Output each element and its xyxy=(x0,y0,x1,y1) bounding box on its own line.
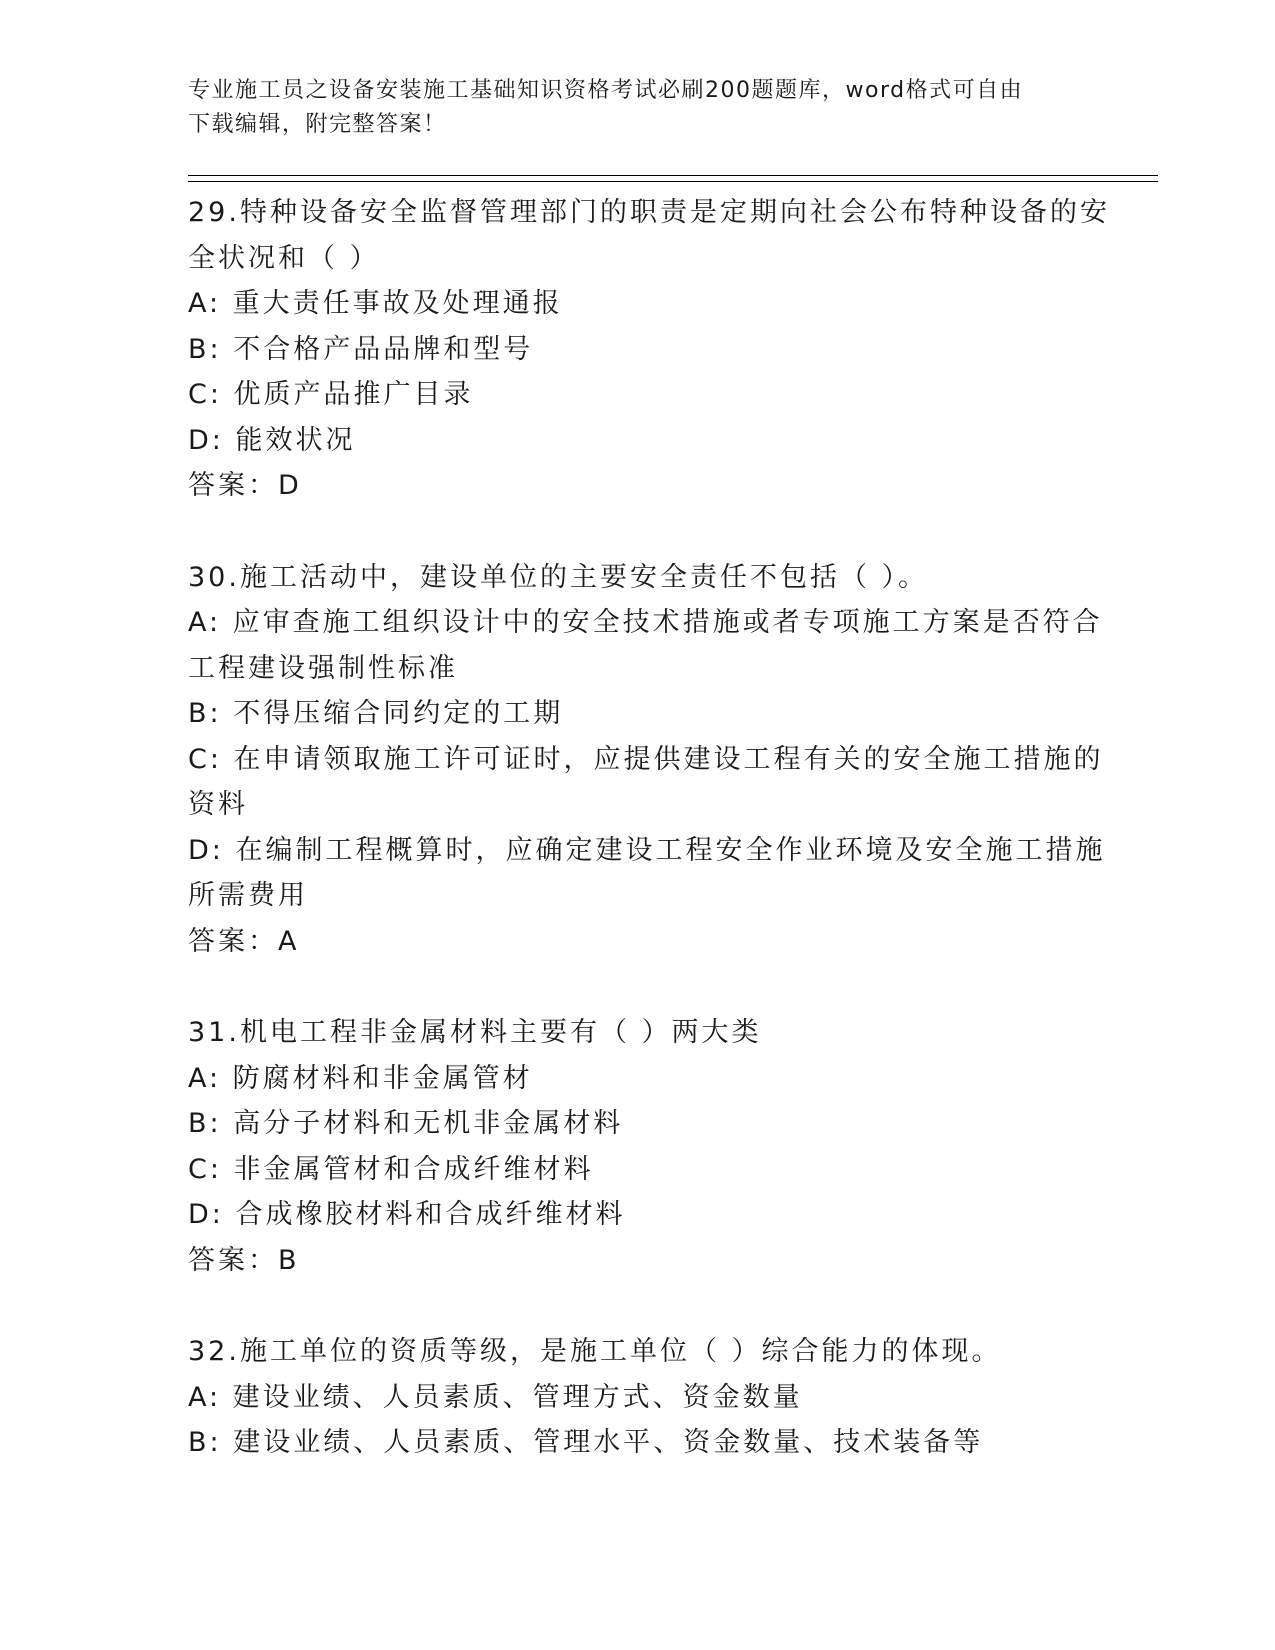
option-a: A: 防腐材料和非金属管材 xyxy=(188,1062,533,1094)
question-text: 30.施工活动中，建设单位的主要安全责任不包括（ ）。 xyxy=(188,561,929,593)
option-b: B: 建设业绩、人员素质、管理水平、资金数量、技术装备等 xyxy=(188,1427,984,1458)
question-list xyxy=(188,190,1110,1466)
question-block xyxy=(188,1329,1078,1466)
option-b: B: 不合格产品品牌和型号 xyxy=(188,333,534,365)
answer-line: 答案：A xyxy=(188,925,300,957)
question-block xyxy=(188,555,1106,965)
option-d: D: 在编制工程概算时，应确定建设工程安全作业环境及安全施工措施 xyxy=(188,834,1106,866)
question-text: 32.施工单位的资质等级，是施工单位（ ）综合能力的体现。 xyxy=(188,1336,1002,1367)
option-c: C: 优质产品推广目录 xyxy=(188,379,474,410)
option-a: A: 应审查施工组织设计中的安全技术措施或者专项施工方案是否符合 xyxy=(188,607,1103,638)
header-line-1: 专业施工员之设备安装施工基础知识资格考试必刷200题题库，word格式可自由 xyxy=(188,78,1024,103)
question-text: 31.机电工程非金属材料主要有（ ）两大类 xyxy=(188,1017,762,1048)
option-d: D: 能效状况 xyxy=(188,424,356,456)
answer-line: 答案：B xyxy=(188,1244,300,1276)
option-a-continued: 工程建设强制性标准 xyxy=(188,652,458,684)
option-d-continued: 所需费用 xyxy=(188,880,308,911)
header-divider-bottom xyxy=(188,181,1158,182)
option-b: B: 高分子材料和无机非金属材料 xyxy=(188,1108,624,1139)
option-c: C: 非金属管材和合成纤维材料 xyxy=(188,1153,594,1185)
question-spacer xyxy=(188,1283,1078,1329)
document-header xyxy=(188,74,1078,142)
option-c-continued: 资料 xyxy=(188,789,248,820)
answer-line: 答案：D xyxy=(188,470,302,501)
question-block xyxy=(188,1010,1078,1283)
option-c: C: 在申请领取施工许可证时，应提供建设工程有关的安全施工措施的 xyxy=(188,743,1104,775)
question-text: 29.特种设备安全监督管理部门的职责是定期向社会公布特种设备的安 xyxy=(188,197,1110,228)
header-divider-top xyxy=(188,175,1158,176)
question-block xyxy=(188,190,1110,509)
question-spacer xyxy=(188,509,1078,555)
question-spacer xyxy=(188,964,1078,1010)
option-d: D: 合成橡胶材料和合成纤维材料 xyxy=(188,1199,626,1230)
question-text: 全状况和（ ） xyxy=(188,242,380,274)
option-a: A: 建设业绩、人员素质、管理方式、资金数量 xyxy=(188,1381,803,1413)
option-b: B: 不得压缩合同约定的工期 xyxy=(188,698,564,729)
option-a: A: 重大责任事故及处理通报 xyxy=(188,288,563,319)
header-line-2: 下载编辑，附完整答案！ xyxy=(188,112,447,137)
